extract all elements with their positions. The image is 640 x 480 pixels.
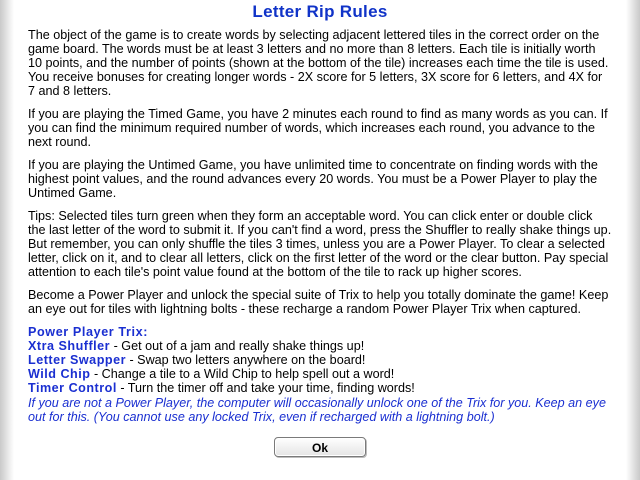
rules-paragraph-power-player: Become a Power Player and unlock the special suite of Trix to help you totally dominate the game! Keep an eye out for tiles with lightning bolts - these recharge a random Power Player Trix when captured. <box>28 288 609 316</box>
trix-desc: - Swap two letters anywhere on the board! <box>125 353 366 367</box>
rules-paragraph-untimed: If you are playing the Untimed Game, you have unlimited time to concentrate on finding words with the highest point values, and the round advances every 20 words. You must be a Power Player to play the Untimed Game. <box>28 158 598 200</box>
trix-name: Wild Chip <box>28 367 91 381</box>
rules-paragraph-timed: If you are playing the Timed Game, you have 2 minutes each round to find as many words as you can. If you can find the minimum required number of words, which increases each round, you advance to the next round. <box>28 107 608 149</box>
trix-item <box>28 339 612 353</box>
trix-list <box>28 325 612 424</box>
trix-heading: Power Player Trix: <box>28 325 148 339</box>
ok-button[interactable]: Ok <box>274 437 366 457</box>
trix-item <box>28 367 612 381</box>
rules-content <box>28 28 612 424</box>
trix-name: Timer Control <box>28 381 117 395</box>
trix-desc: - Get out of a jam and really shake things up! <box>110 339 365 353</box>
trix-item <box>28 353 612 367</box>
rules-paragraph-objective: The object of the game is to create words by selecting adjacent lettered tiles in the correct order on the game board. The words must be at least 3 letters and no more than 8 letters. Each tile is initially worth 10 points, and the number of points (shown at the bottom of the tile) increases each time the tile is used. You receive bonuses for creating longer words - 2X score for 5 letters, 3X score for 6 letters, and 4X for 7 and 8 letters. <box>28 28 609 98</box>
trix-name: Letter Swapper <box>28 353 126 367</box>
trix-note: If you are not a Power Player, the computer will occasionally unlock one of the Trix for you. Keep an eye out for this. (You cannot use any locked Trix, even if recharged with a lightning bolt.) <box>28 396 606 424</box>
trix-item <box>28 381 612 395</box>
rules-paragraph-tips: Tips: Selected tiles turn green when they form an acceptable word. You can click enter or double click the last letter of the word to submit it. If you can't find a word, press the Shuffler to really shake things up. But remember, you can only shuffle the tiles 3 times, unless you are a Power Player. To clear a selected letter, click on it, and to clear all letters, click on the first letter of the word or the clear button. Pay special attention to each tile's point value found at the bottom of the tile to rack up higher scores. <box>28 209 612 279</box>
trix-name: Xtra Shuffler <box>28 339 111 353</box>
trix-desc: - Change a tile to a Wild Chip to help spell out a word! <box>90 367 395 381</box>
trix-desc: - Turn the timer off and take your time, finding words! <box>116 381 415 395</box>
dialog-title: Letter Rip Rules <box>252 2 388 21</box>
